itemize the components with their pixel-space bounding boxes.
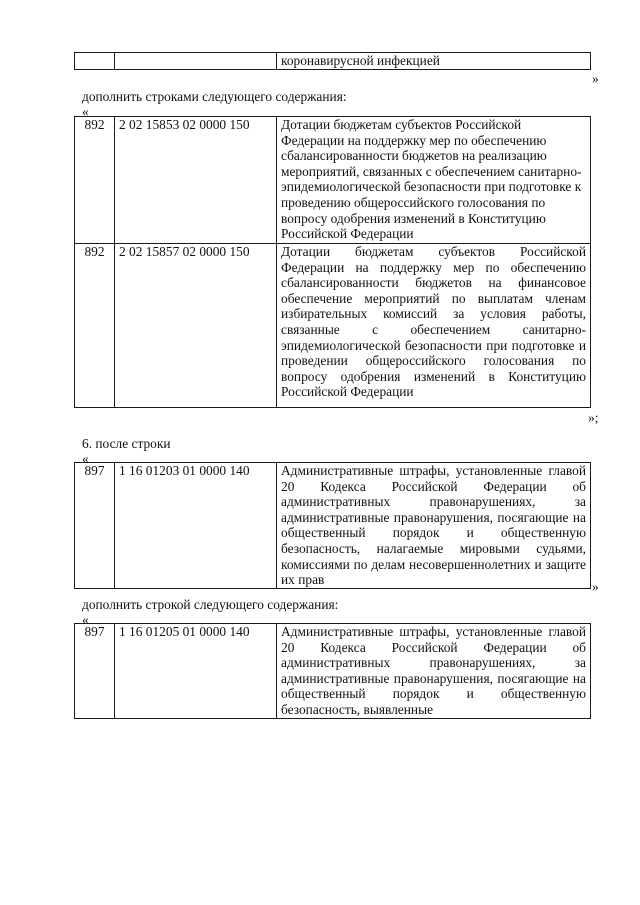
description-cell: Дотации бюджетам субъектов Российской Федерации на поддержку мер по обеспечению сбалансированности бюджетов на финансовое обеспечение мероприятий по выплатам членам избирательных комиссий за условия работы, связанные с обеспечением санитарно-эпидемиологической безопасности при подготовке и проведении общероссийского голосования по вопросу одобрения изменений в Конституцию Российской Федерации <box>277 244 591 408</box>
opening-quote: « <box>82 104 89 119</box>
opening-quote: « <box>82 612 89 627</box>
table-continuation <box>74 52 591 70</box>
budget-code-cell: 892 <box>75 244 115 408</box>
table-row <box>75 53 591 70</box>
classification-code-cell: 2 02 15853 02 0000 150 <box>115 117 277 244</box>
paragraph-instruction: дополнить строками следующего содержания: <box>82 89 347 104</box>
description-cell: коронавирусной инфекцией <box>277 53 591 70</box>
table-row <box>75 624 591 719</box>
budget-code-cell: 892 <box>75 117 115 244</box>
description-cell: Административные штрафы, установленные главой 20 Кодекса Российской Федерации об административных правонарушениях, за административные правонарушения, посягающие на общественный порядок и общественную безопасность, налагаемые мировыми судьями, комиссиями по делам несовершеннолетних и защите их прав <box>277 463 591 589</box>
table-reference-row <box>74 462 591 589</box>
table-row <box>75 463 591 589</box>
closing-quote: »; <box>588 410 599 425</box>
paragraph-instruction: 6. после строки <box>82 436 171 451</box>
classification-code-cell: 2 02 15857 02 0000 150 <box>115 244 277 408</box>
closing-quote: » <box>592 71 599 86</box>
classification-code-cell: 1 16 01205 01 0000 140 <box>115 624 277 719</box>
budget-code-cell: 897 <box>75 463 115 589</box>
paragraph-instruction: дополнить строкой следующего содержания: <box>82 597 339 612</box>
closing-quote: » <box>592 579 599 594</box>
description-cell: Административные штрафы, установленные главой 20 Кодекса Российской Федерации об административных правонарушениях, за административные правонарушения, посягающие на общественный порядок и общественную безопасность, выявленные <box>277 624 591 719</box>
table-row <box>75 117 591 244</box>
description-cell: Дотации бюджетам субъектов Российской Федерации на поддержку мер по обеспечению сбалансированности бюджетов на реализацию мероприятий, связанных с обеспечением санитарно-эпидемиологической безопасности при подготовке к проведению общероссийского голосования по вопросу одобрения изменений в Конституцию Российской Федерации <box>277 117 591 244</box>
table-row <box>75 244 591 408</box>
budget-code-cell <box>75 53 115 70</box>
table-added-rows <box>74 116 591 408</box>
budget-code-cell: 897 <box>75 624 115 719</box>
table-new-row <box>74 623 591 719</box>
classification-code-cell: 1 16 01203 01 0000 140 <box>115 463 277 589</box>
opening-quote: « <box>82 451 89 466</box>
classification-code-cell <box>115 53 277 70</box>
